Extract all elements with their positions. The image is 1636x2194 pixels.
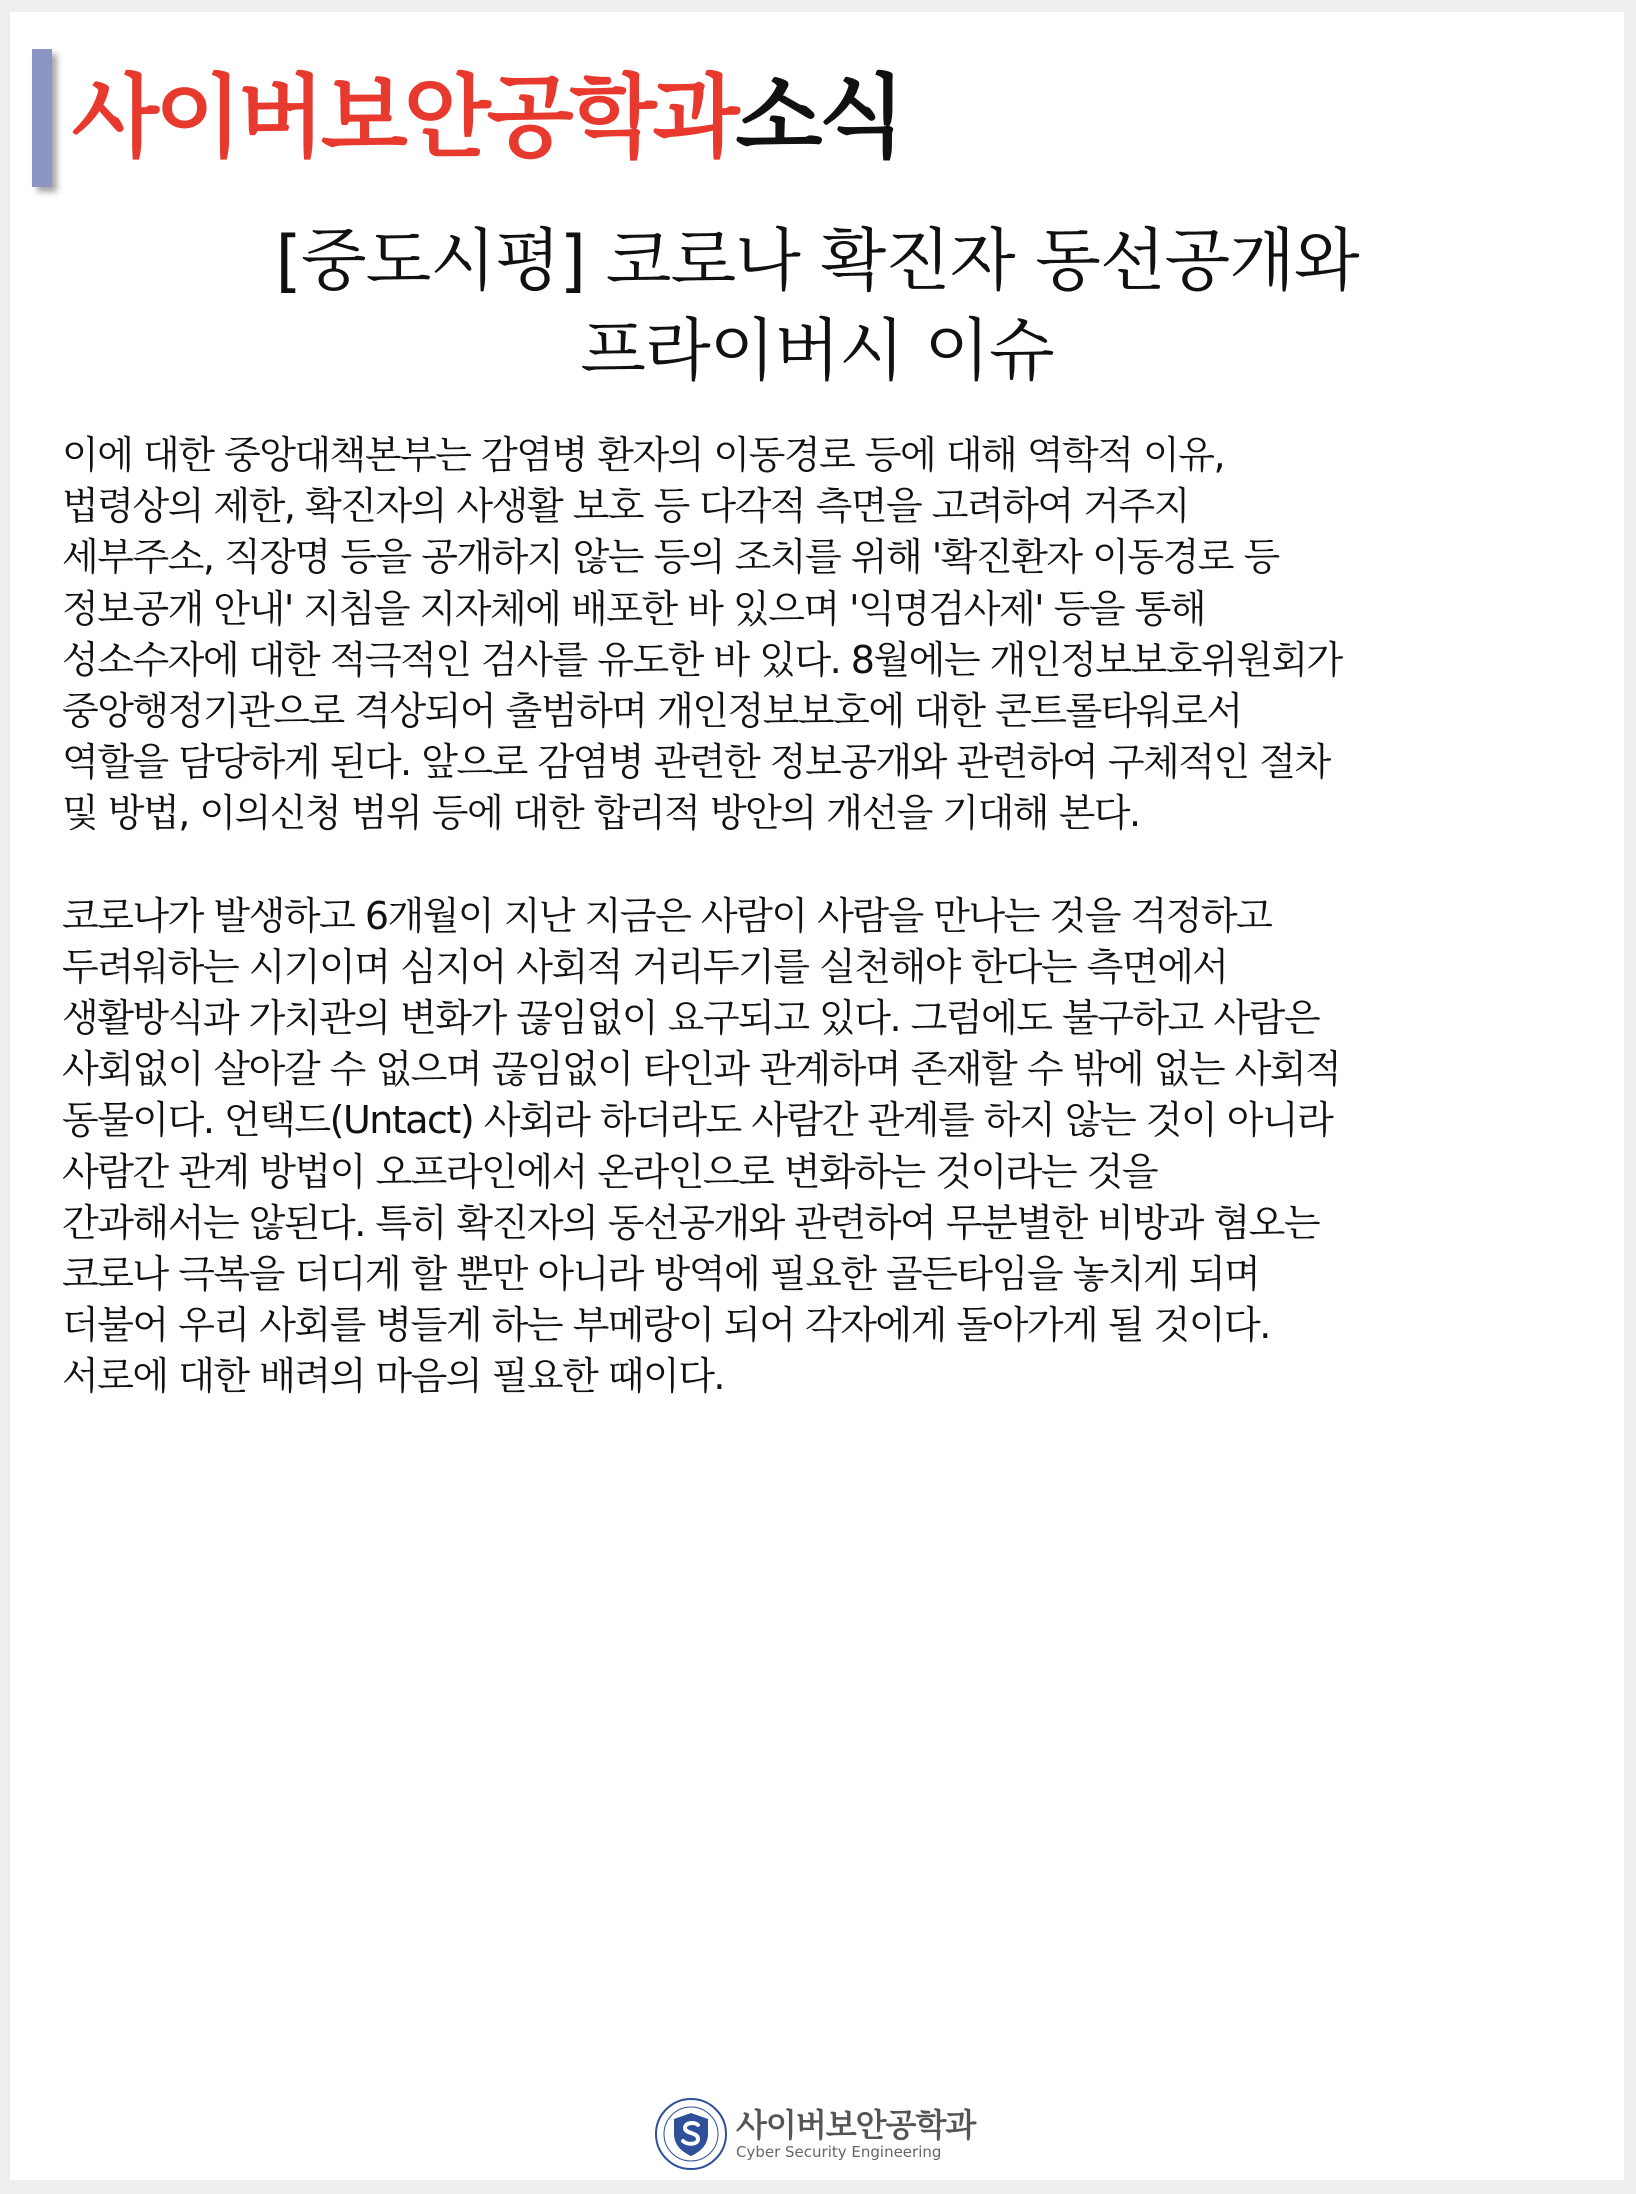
paragraph-line: 중앙행정기관으로 격상되어 출범하며 개인정보보호에 대한 콘트롤타워로서 [62,688,1242,733]
paragraph-line: 성소수자에 대한 적극적인 검사를 유도한 바 있다. 8월에는 개인정보보호위원회가 [62,637,1342,682]
paragraph-line: 간과해서는 않된다. 특히 확진자의 동선공개와 관련하여 무분별한 비방과 혐오는 [62,1200,1320,1245]
paragraph-line: 코로나 극복을 더디게 할 뿐만 아니라 방역에 필요한 골든타임을 놓치게 되며 [62,1252,1260,1296]
article-title [10,217,1624,397]
footer-logo-korean: 사이버보안공학과 [736,2105,976,2144]
footer-logo-text [736,2105,976,2161]
paragraph-line: 이에 대한 중앙대책본부는 감염병 환자의 이동경로 등에 대해 역학적 이유, [62,433,1225,477]
header-department: 사이버보안공학과 [72,65,736,170]
newsletter-page [10,12,1624,2180]
paragraph-line: 생활방식과 가치관의 변화가 끊임없이 요구되고 있다. 그럼에도 불구하고 사람은 [62,996,1320,1041]
header-accent-bar [32,49,52,187]
paragraph-line: 세부주소, 직장명 등을 공개하지 않는 등의 조치를 위해 '확진환자 이동경로 등 [62,535,1279,580]
page-header [32,44,901,192]
paragraph-line: 역할을 담당하게 된다. 앞으로 감염병 관련한 정보공개와 관련하여 구체적인 절차 [62,740,1330,785]
paragraph-2 [62,891,1622,1403]
paragraph-line: 서로에 대한 배려의 마음의 필요한 때이다. [62,1354,725,1399]
article-title-line-1: [중도시평] 코로나 확진자 동선공개와 [275,222,1359,301]
paragraph-line: 사람간 관계 방법이 오프라인에서 온라인으로 변화하는 것이라는 것을 [62,1149,1158,1194]
shield-s-emblem-icon [654,2097,728,2171]
paragraph-line: 코로나가 발생하고 6개월이 지난 지금은 사람이 사람을 만나는 것을 걱정하고 [62,893,1272,938]
paragraph-line: 및 방법, 이의신청 범위 등에 대한 합리적 방안의 개선을 기대해 본다. [62,791,1140,836]
paragraph-spacer [62,840,1622,891]
header-title [72,65,902,170]
paragraph-line: 두려워하는 시기이며 심지어 사회적 거리두기를 실천해야 한다는 측면에서 [62,944,1228,989]
paragraph-line: 정보공개 안내' 지침을 지자체에 배포한 바 있으며 '익명검사제' 등을 통해 [62,586,1206,631]
article-body [62,430,1622,1403]
article-title-line-2: 프라이버시 이슈 [580,312,1054,391]
paragraph-line: 사회없이 살아갈 수 없으며 끊임없이 타인과 관계하며 존재할 수 밖에 없는 사회적 [62,1047,1341,1092]
footer-logo [654,2094,975,2174]
header-news-label: 소식 [735,65,902,170]
paragraph-line: 법령상의 제한, 확진자의 사생활 보호 등 다각적 측면을 고려하여 거주지 [62,484,1189,529]
paragraph-line: 더불어 우리 사회를 병들게 하는 부메랑이 되어 각자에게 돌아가게 될 것이다. [62,1303,1270,1348]
paragraph-1 [62,430,1622,840]
footer-logo-english: Cyber Security Engineering [736,2142,942,2161]
paragraph-line: 동물이다. 언택드(Untact) 사회라 하더라도 사람간 관계를 하지 않는 것이 아니라 [62,1098,1333,1143]
